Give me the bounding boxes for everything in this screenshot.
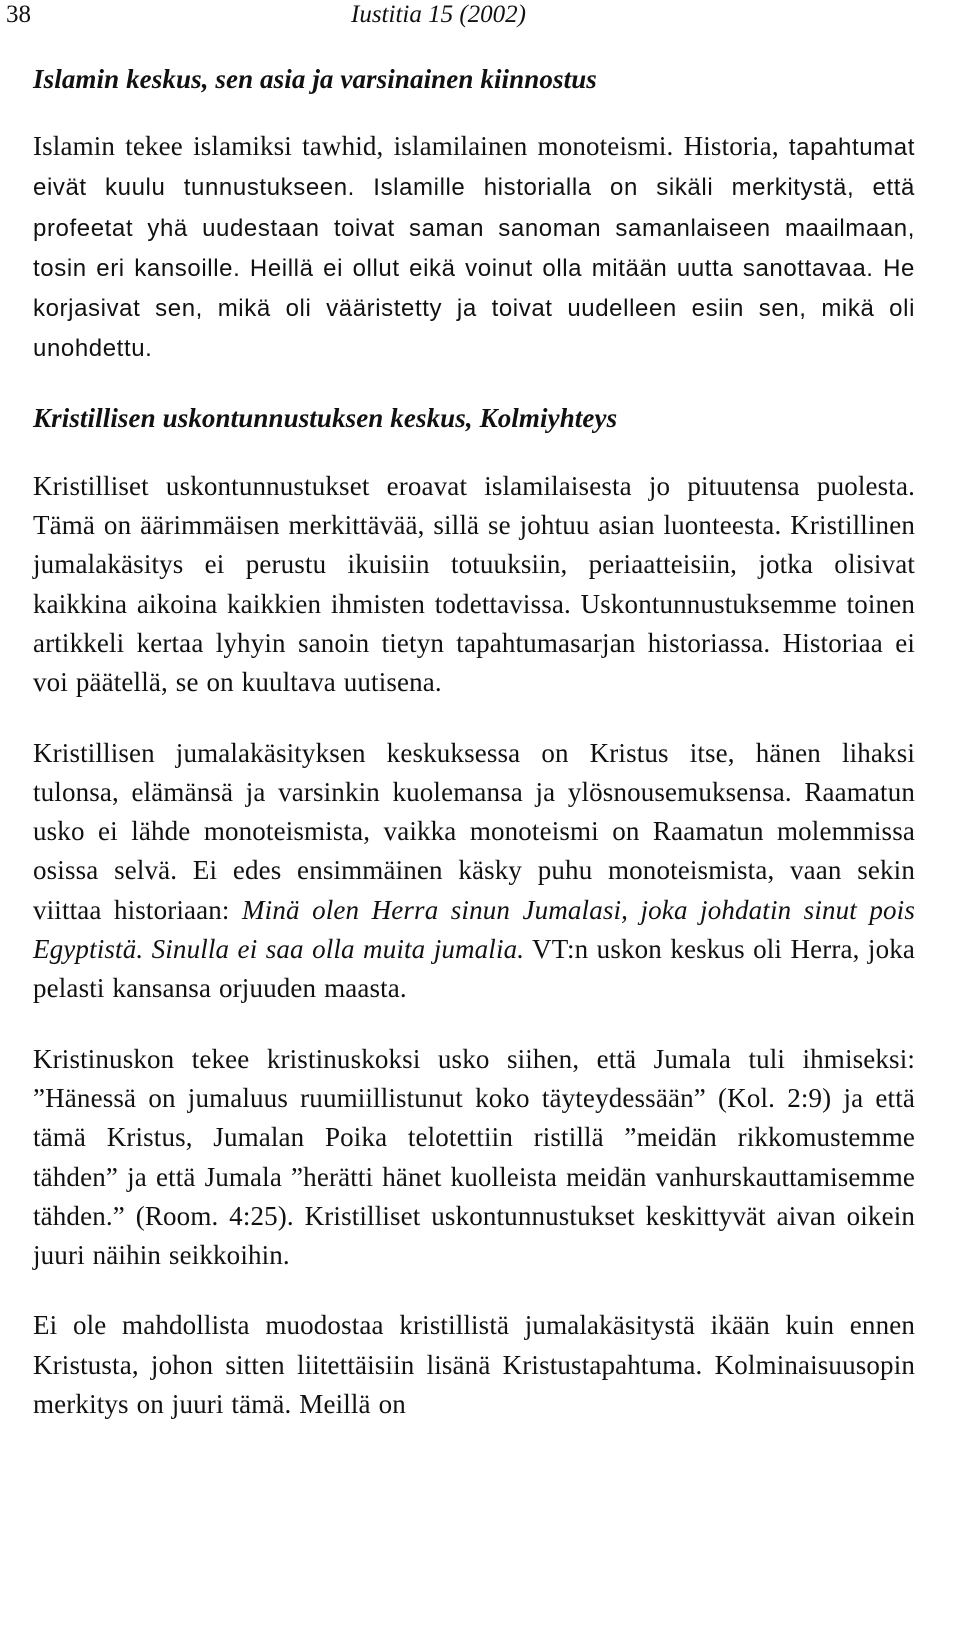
document-page [6, 0, 916, 1424]
page-number: 38 [6, 1, 31, 28]
commandment-quote: Minä olen Herra sinun Jumalasi, joka johdatin sinut pois Egyptistä. Sinulla ei saa olla muita jumalia. [33, 894, 915, 965]
journal-title: Iustitia 15 (2002) [351, 1, 526, 28]
paragraph-sans-run: tapahtumat eivät kuulu tunnustukseen. Islamille historialla on sikäli merkitystä, että profeetat yhä uudestaan toivat saman sanoman samanlaiseen maailmaan, tosin eri kansoille. Heillä ei ollut eikä voinut olla mitään uutta sanottavaa. He korjasivat sen, mikä oli vääristetty ja toivat uudelleen esiin sen, mikä oli unohdettu. [33, 134, 915, 363]
paragraph-christian-creeds: Kristilliset uskontunnustukset eroavat islamilaisesta jo pituutensa puolesta. Tämä on äärimmäisen merkittävää, sillä se johtuu asian luonteesta. Kristillinen jumalakäsitys ei perustu ikuisiin totuuksiin, periaatteisiin, jotka olisivat kaikkina aikoina kaikkien ihmisten todettavissa. Uskontunnustuksemme toinen artikkeli kertaa lyhyin sanoin tietyn tapahtumasarjan historiassa. Historiaa ei voi päätellä, se on kuultava uutisena. [33, 470, 915, 698]
section-heading-islam: Islamin keskus, sen asia ja varsinainen kiinnostus [33, 64, 597, 94]
paragraph-incarnation: Kristinuskon tekee kristinuskoksi usko siihen, että Jumala tuli ihmiseksi: ”Hänessä on jumaluus ruumiillistunut koko täyteydessään” (Kol. 2:9) ja että tämä Kristus, Jumalan Poika telotettiin ristillä ”meidän rikkomustemme tähden” ja että Jumala ”herätti hänet kuolleista meidän vanhurskauttamisemme tähden.” (Room. 4:25). Kristilliset uskontunnustukset keskittyvät aivan oikein juuri näihin seikkoihin. [33, 1043, 915, 1271]
paragraph-christ-center [33, 734, 915, 1009]
paragraph-text-run: VT:n uskon keskus oli Herra, joka pelasti kansansa orjuuden maasta. [33, 934, 916, 1004]
paragraph-islam-tawhid [33, 127, 915, 369]
section-heading-christian: Kristillisen uskontunnustuksen keskus, Kolmiyhteys [33, 402, 618, 433]
paragraph-serif-run: Islamin tekee islamiksi tawhid, islamilainen monoteismi. Historia, [33, 131, 789, 161]
paragraph-trinity: Ei ole mahdollista muodostaa kristillistä jumalakäsitystä ikään kuin ennen Kristusta, johon sitten liitettäisiin lisänä Kristustapahtuma. Kolminaisuusopin merkitys on juuri tämä. Meillä on [33, 1310, 915, 1420]
paragraph-text-run: Kristillisen jumalakäsityksen keskuksessa on Kristus itse, hänen lihaksi tulonsa, elämänsä ja varsinkin kuolemansa ja ylösnousemuksensa. Raamatun usko ei lähde monoteismista, vaikka monoteismi on Raamatun molemmissa osissa selvä. Ei edes ensimmäinen käsky puhu monoteismista, vaan sekin viittaa historiaan: [33, 737, 915, 925]
running-header [6, 0, 915, 41]
